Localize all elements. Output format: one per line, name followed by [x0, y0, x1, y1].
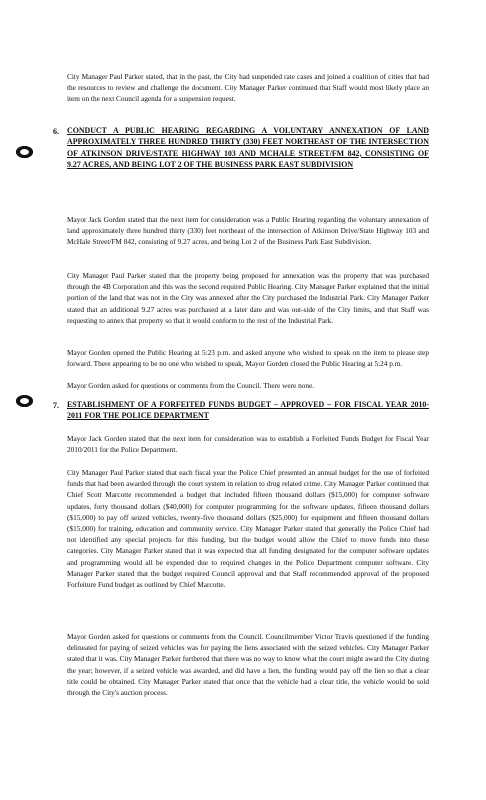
item-number: 6.	[53, 127, 59, 136]
circle-bullet-icon	[16, 395, 33, 407]
paragraph: City Manager Paul Parker stated that the property being proposed for annexation was the property that was purchased through the 4B Corporation and this was the second required Public Hearing. City Manager Parker explained that the initial portion of the land that was not in the City was annexed after the City purchased the Industrial Park. City Manager Parker stated that an additional 9.27 acres was purchased at a later date and was out-side of the City limits, and that Staff was requesting to annex that property so that it would conform to the rest of the Industrial Park.	[67, 271, 429, 325]
paragraph: Mayor Gorden asked for questions or comments from the Council. There were none.	[67, 381, 315, 390]
section-heading-forfeited-funds: ESTABLISHMENT OF A FORFEITED FUNDS BUDGET – APPROVED – FOR FISCAL YEAR 2010-2011 FOR THE POLICE DEPARTMENT	[67, 400, 429, 421]
section-heading-annexation: CONDUCT A PUBLIC HEARING REGARDING A VOLUNTARY ANNEXATION OF LAND APPROXIMATELY THREE HUNDRED THIRTY (330) FEET NORTHEAST OF THE INTERSECTION OF ATKINSON DRIVE/STATE HIGHWAY 103 AND MCHALE STREET/FM 842, CONSISTING OF 9.27 ACRES, AND BEING LOT 2 OF THE BUSINESS PARK EAST SUBDIVISION	[67, 126, 429, 169]
circle-bullet-icon	[16, 146, 33, 158]
paragraph: City Manager Paul Parker stated that each fiscal year the Police Chief presented an annual budget for the use of forfeited funds that had been awarded through the court system in relation to drug related crime. City Manager Parker continued that Chief Scott Marcotte recommended a budget that included fifteen thousand dollars ($15,000) for computer software updates, forty thousand dollars ($40,000) for computer programming for the software updates, fifteen thousand dollars ($15,000) to pay off seized vehicles, twenty-five thousand dollars ($25,000) for equipment and fifteen thousand dollars ($15,000) for training, education and community service. City Manager Parker stated that generally the Police Chief had not identified any special projects for this funding, but the budget would allow the Chief to move funds into these categories. City Manager Parker stated that it was expected that all funding designated for the computer software updates and programming would all be expended due to required changes in the Police Department computer software. City Manager Parker stated that the budget required Council approval and that Staff recommended approval of the proposed Forfeiture Fund budget as outlined by Chief Marcotte.	[67, 468, 429, 590]
paragraph: Mayor Gorden asked for questions or comments from the Council. Councilmember Victor Travis questioned if the funding delineated for paying of seized vehicles was for paying the liens associated with the seized vehicles. City Manager Parker stated that it was. City Manager Parker furthered that there was no way to know what the court might award the City during the year; however, if a seized vehicle was awarded, and did have a lien, the funding would pay off the lien so that a clear title could be obtained. City Manager Parker stated that once that the vehicle had a clear title, the vehicle would be sold through the City's auction process.	[67, 632, 429, 698]
item-number: 7.	[53, 401, 59, 410]
paragraph: Mayor Jack Gorden stated that the next item for consideration was to establish a Forfeited Funds Budget for Fiscal Year 2010/2011 for the Police Department.	[67, 434, 429, 455]
paragraph: Mayor Gorden opened the Public Hearing at 5:23 p.m. and asked anyone who wished to speak on the item to please step forward. There appearing to be no one who wished to speak, Mayor Gorden closed the Public Hearing at 5:24 p.m.	[67, 348, 429, 369]
paragraph: Mayor Jack Gorden stated that the next item for consideration was a Public Hearing regarding the voluntary annexation of land approximately three hundred thirty (330) feet northeast of the intersection of Atkinson Drive/State Highway 103 and McHale Street/FM 842, consisting of 9.27 acres, and being Lot 2 of the Business Park East Subdivision.	[67, 215, 429, 247]
paragraph-rate-case: City Manager Paul Parker stated, that in the past, the City had suspended rate cases and joined a coalition of cities that had the resources to review and challenge the document. City Manager Parker continued that Staff would most likely place an item on the next Council agenda for a suspension request.	[67, 72, 429, 104]
